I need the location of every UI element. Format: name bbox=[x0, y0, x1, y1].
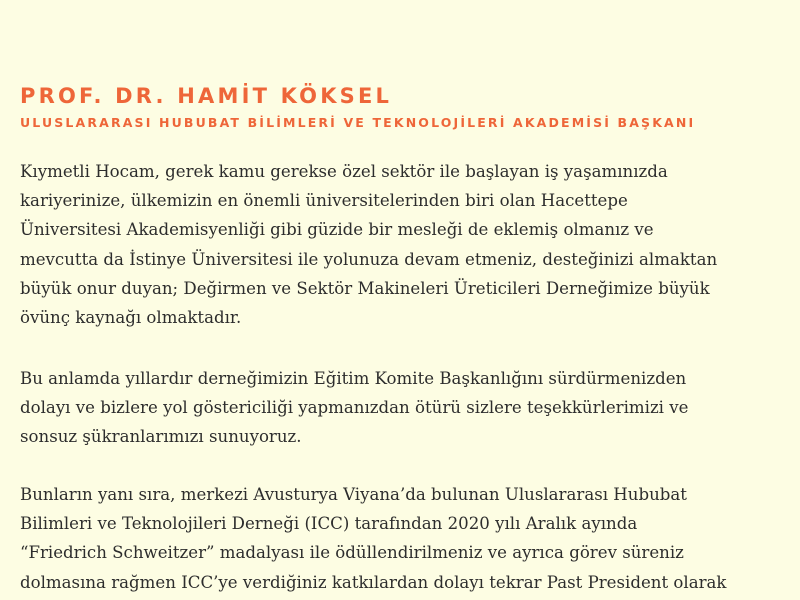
person-name: PROF. DR. HAMİT KÖKSEL bbox=[20, 84, 393, 108]
paragraph-line: Kıymetli Hocam, gerek kamu gerekse özel sektör ile başlayan iş yaşamınızda bbox=[20, 162, 668, 181]
paragraph-3 bbox=[20, 480, 800, 597]
paragraph-line: “Friedrich Schweitzer” madalyası ile ödüllendirilmeniz ve ayrıca görev süreniz bbox=[20, 543, 684, 563]
paragraph-line: kariyerinize, ülkemizin en önemli üniversitelerinden biri olan Hacettepe bbox=[20, 191, 628, 211]
paragraph-2 bbox=[20, 364, 800, 452]
paragraph-line: dolmasına rağmen ICC’ye verdiğiniz katkılardan dolayı tekrar Past President olarak bbox=[20, 572, 727, 592]
paragraph-line: büyük onur duyan; Değirmen ve Sektör Makineleri Üreticileri Derneğimize büyük bbox=[20, 278, 710, 298]
paragraph-line: Üniversitesi Akademisyenliği gibi güzide bir mesleği de eklemiş olmanız ve bbox=[20, 220, 654, 240]
paragraph-line: Bu anlamda yıllardır derneğimizin Eğitim Komite Başkanlığını sürdürmenizden bbox=[20, 369, 687, 388]
person-title: ULUSLARARASI HUBUBAT BİLİMLERİ VE TEKNOLOJİLERİ AKADEMİSİ BAŞKANI bbox=[20, 115, 696, 130]
paragraph-line: mevcutta da İstinye Üniversitesi ile yolunuza devam etmeniz, desteğinizi almaktan bbox=[20, 249, 718, 269]
paragraph-line: övünç kaynağı olmaktadır. bbox=[20, 308, 242, 328]
paragraph-line: sonsuz şükranlarımızı sunuyoruz. bbox=[20, 427, 302, 447]
paragraph-line: Bilimleri ve Teknolojileri Derneği (ICC) tarafından 2020 yılı Aralık ayında bbox=[20, 514, 638, 534]
paragraph-line: Bunların yanı sıra, merkezi Avusturya Viyana’da bulunan Uluslararası Hububat bbox=[20, 485, 687, 504]
paragraph-line: dolayı ve bizlere yol göstericiliği yapmanızdan ötürü sizlere teşekkürlerimizi ve bbox=[20, 398, 689, 418]
paragraph-1 bbox=[20, 157, 800, 332]
